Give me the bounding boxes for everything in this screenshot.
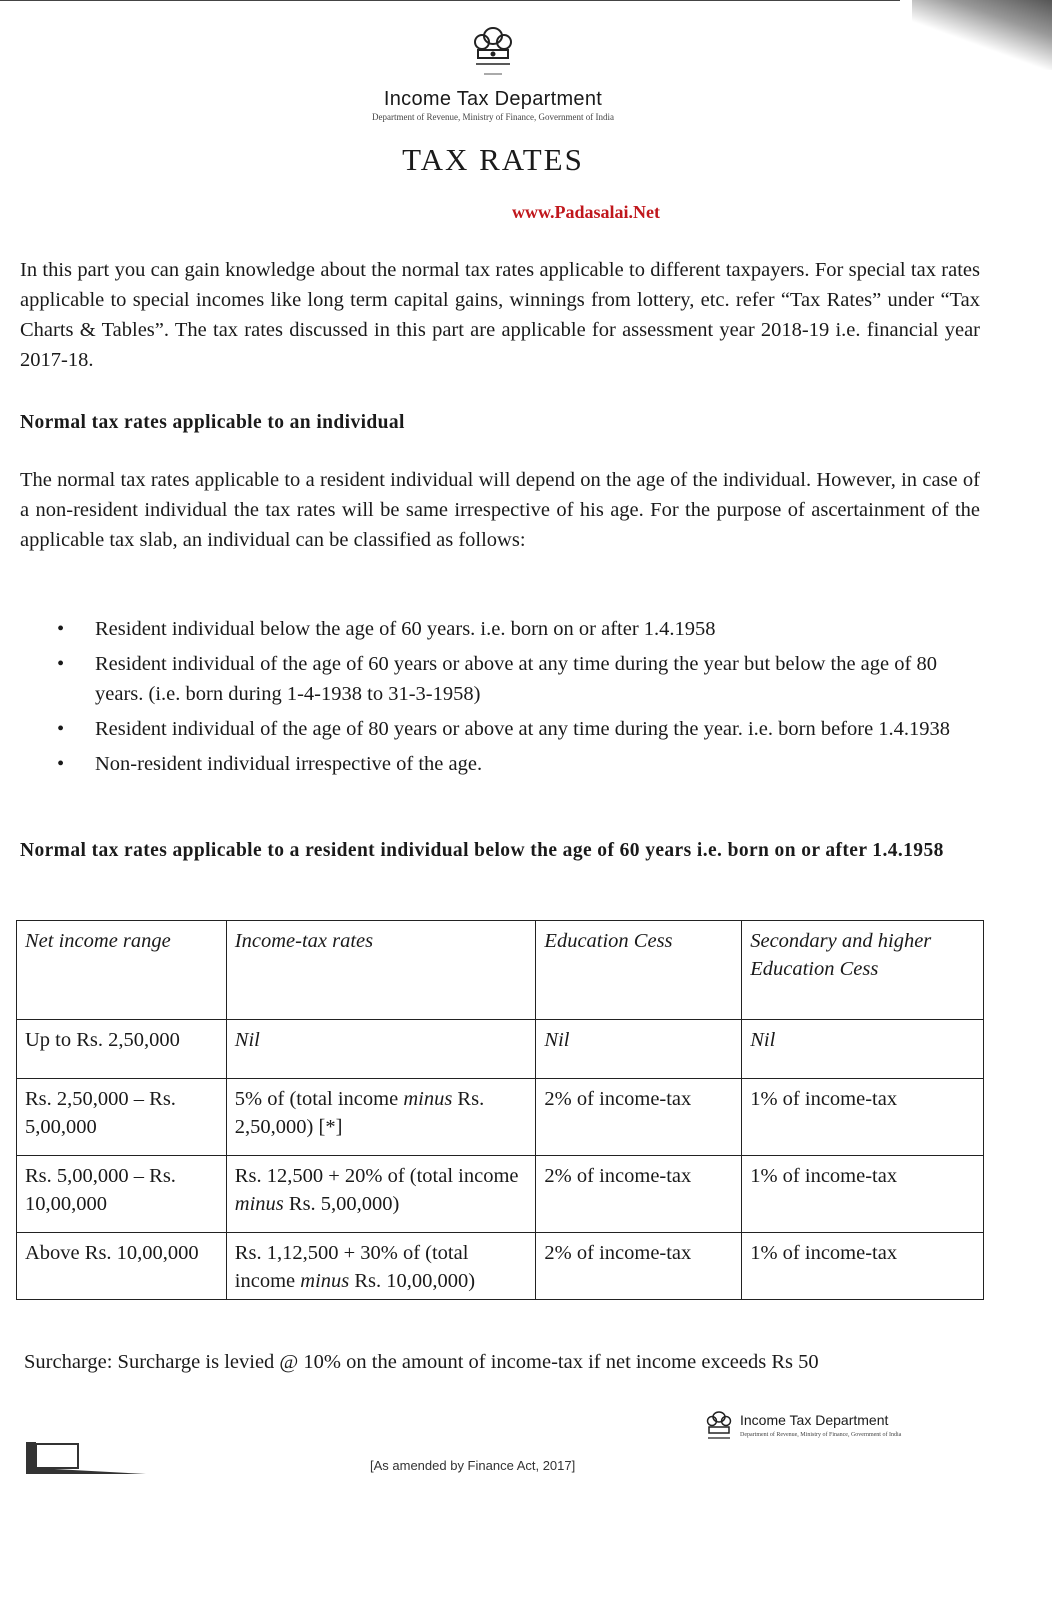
list-item: • Resident individual of the age of 60 years or above at any time during the year but below the age of 80 years. (i.e. born during 1-4-1938 to 31-3-1958) <box>50 649 980 709</box>
scan-shadow <box>912 0 1052 70</box>
section-heading-below-60: Normal tax rates applicable to a resident individual below the age of 60 years i.e. born on or after 1.4.1958 <box>20 840 944 861</box>
surcharge-note: Surcharge: Surcharge is levied @ 10% on the amount of income-tax if net income exceeds Rs 50 <box>24 1351 819 1373</box>
department-title: Income Tax Department <box>383 88 603 110</box>
table-cell: Nil <box>742 1020 984 1079</box>
section-heading-individual: Normal tax rates applicable to an individual <box>20 412 405 433</box>
column-header: Income-tax rates <box>226 921 536 1020</box>
table-row <box>17 1079 984 1156</box>
column-header: Education Cess <box>536 921 742 1020</box>
footer-emblem-icon <box>704 1408 734 1448</box>
department-subtitle: Department of Revenue, Ministry of Finance, Government of India <box>372 112 614 122</box>
classification-list <box>50 614 980 784</box>
classification-paragraph: The normal tax rates applicable to a resident individual will depend on the age of the individual. However, in case of a non-resident individual the tax rates will be same irrespective of his age. For the purpose of ascertainment of the applicable tax slab, an individual can be classified as follows: <box>20 469 980 551</box>
tax-rates-table <box>16 920 984 1300</box>
table-cell: Rs. 1,12,500 + 30% of (total income minus Rs. 10,00,000) <box>226 1233 536 1300</box>
table-cell: 5% of (total income minus Rs. 2,50,000) [*] <box>226 1079 536 1156</box>
table-cell: 1% of income-tax <box>742 1156 984 1233</box>
table-cell: 1% of income-tax <box>742 1233 984 1300</box>
list-item: • Resident individual below the age of 60 years. i.e. born on or after 1.4.1958 <box>50 614 980 644</box>
column-header: Secondary and higher Education Cess <box>742 921 984 1020</box>
footer-department: Income Tax Department <box>740 1412 889 1428</box>
table-cell: Rs. 12,500 + 20% of (total income minus Rs. 5,00,000) <box>226 1156 536 1233</box>
website-watermark: www.Padasalai.Net <box>512 202 660 222</box>
amended-note: [As amended by Finance Act, 2017] <box>370 1458 576 1473</box>
table-row <box>17 1233 984 1300</box>
table-cell: 1% of income-tax <box>742 1079 984 1156</box>
footer-department-subtitle: Department of Revenue, Ministry of Finance, Government of India <box>740 1432 902 1438</box>
table-row <box>17 1020 984 1079</box>
scan-edge-line <box>0 0 900 1</box>
table-row <box>17 1156 984 1233</box>
table-cell: Nil <box>226 1020 536 1079</box>
table-cell: Nil <box>536 1020 742 1079</box>
list-item: • Non-resident individual irrespective of the age. <box>50 749 980 779</box>
column-header: Net income range <box>17 921 227 1020</box>
table-cell: 2% of income-tax <box>536 1233 742 1300</box>
table-cell: Rs. 2,50,000 – Rs. 5,00,000 <box>17 1079 227 1156</box>
table-cell: 2% of income-tax <box>536 1079 742 1156</box>
national-emblem-icon <box>470 22 516 82</box>
table-cell: Up to Rs. 2,50,000 <box>17 1020 227 1079</box>
list-item: • Resident individual of the age of 80 years or above at any time during the year. i.e. born before 1.4.1938 <box>50 714 980 744</box>
table-header-row <box>17 921 984 1020</box>
footer-logo-shape <box>26 1440 146 1476</box>
table-cell: Above Rs. 10,00,000 <box>17 1233 227 1300</box>
table-cell: Rs. 5,00,000 – Rs. 10,00,000 <box>17 1156 227 1233</box>
page-title: TAX RATES <box>402 142 584 177</box>
intro-paragraph: In this part you can gain knowledge about the normal tax rates applicable to different taxpayers. For special tax rates applicable to special incomes like long term capital gains, winnings from lottery, etc. refer “Tax Rates” under “Tax Charts & Tables”. The tax rates discussed in this part are applicable for assessment year 2018-19 i.e. financial year 2017-18. <box>20 259 980 371</box>
table-cell: 2% of income-tax <box>536 1156 742 1233</box>
